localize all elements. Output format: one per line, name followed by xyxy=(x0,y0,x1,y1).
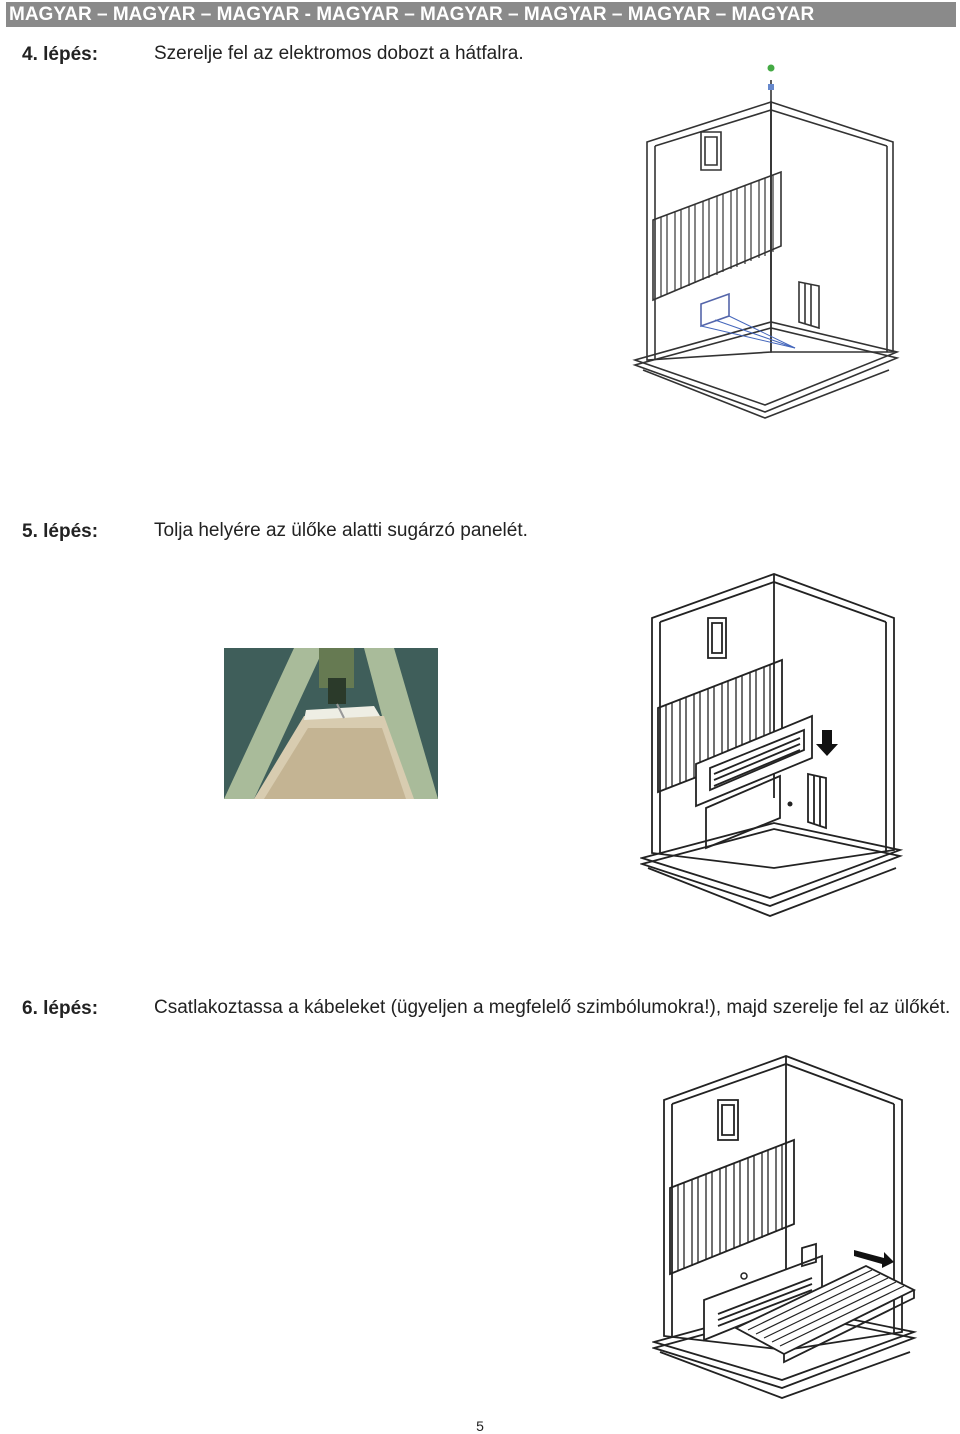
step-5-text: Tolja helyére az ülőke alatti sugárzó panelét. xyxy=(154,520,528,541)
step-4-text: Szerelje fel az elektromos dobozt a hátfalra. xyxy=(154,43,524,64)
language-header: MAGYAR – MAGYAR – MAGYAR - MAGYAR – MAGYAR – MAGYAR – MAGYAR – MAGYAR xyxy=(6,2,956,27)
drill-assembly-photo xyxy=(224,648,438,799)
step-5-label: 5. lépés: xyxy=(22,521,99,542)
step-6-text: Csatlakoztassa a kábeleket (ügyeljen a megfelelő szimbólumokra!), majd szerelje fel az ülőkét. xyxy=(154,997,951,1018)
step-4-sauna-diagram xyxy=(625,60,905,420)
step-6-sauna-diagram xyxy=(652,1052,920,1404)
step-6-label: 6. lépés: xyxy=(22,998,99,1019)
step-4-label: 4. lépés: xyxy=(22,44,99,65)
step-5-sauna-diagram xyxy=(640,568,905,923)
page-number: 5 xyxy=(476,1418,484,1434)
